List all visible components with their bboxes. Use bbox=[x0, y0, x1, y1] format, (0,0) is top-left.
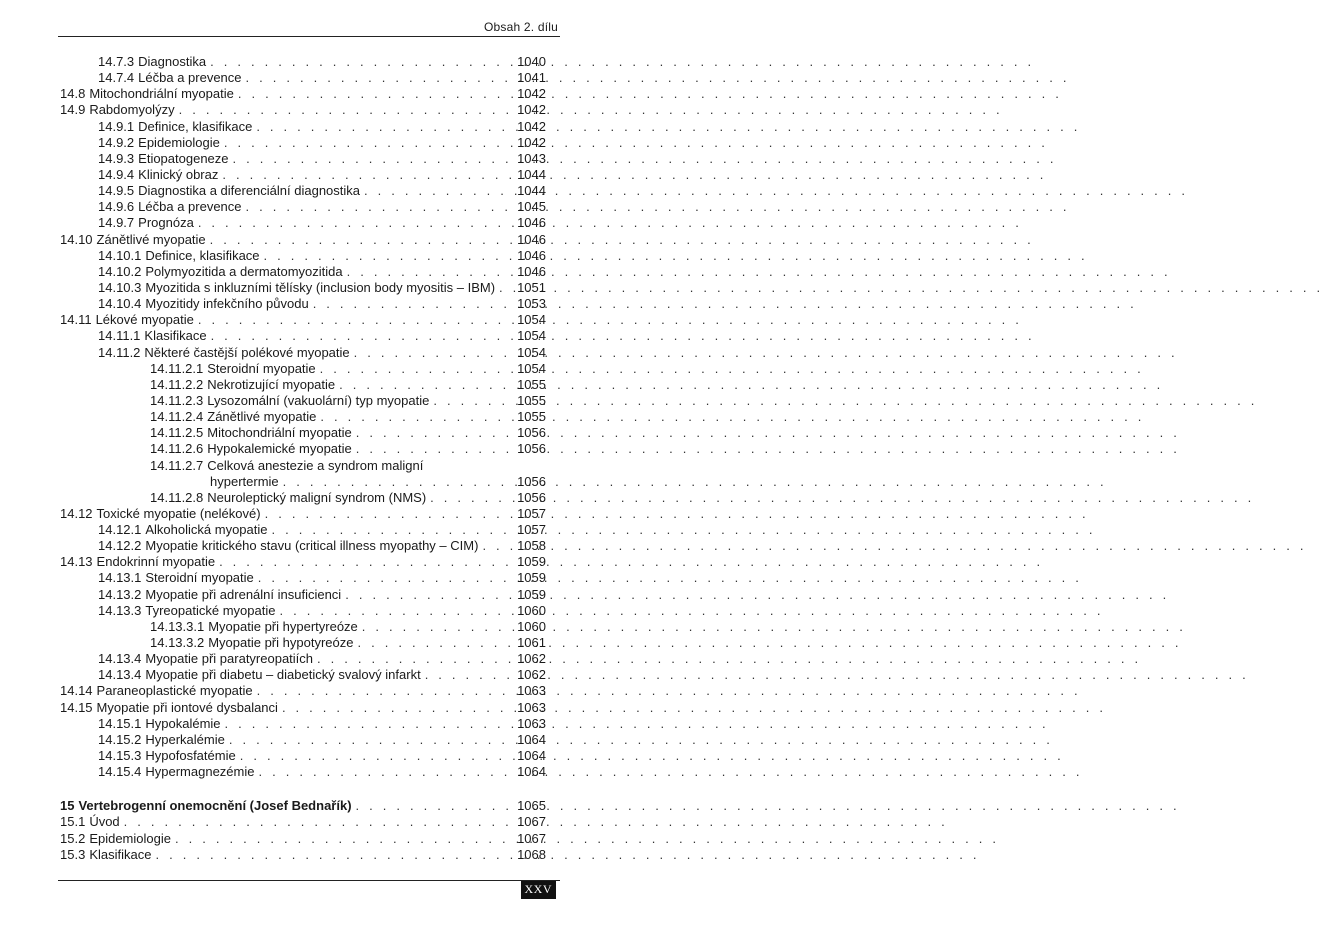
dot-leader bbox=[246, 70, 512, 86]
dot-leader bbox=[356, 425, 512, 441]
dot-leader bbox=[210, 54, 512, 70]
dot-leader bbox=[356, 798, 512, 814]
toc-entry-page: 1042 bbox=[517, 102, 546, 118]
toc-entry bbox=[60, 603, 546, 619]
toc-entry-number: 14.11.2.2 bbox=[150, 376, 204, 392]
toc-entry-page: 1057 bbox=[517, 522, 546, 538]
toc-entry-page: 1055 bbox=[517, 376, 546, 392]
toc-entry-number: 14.13.4 bbox=[98, 667, 142, 683]
toc-entry-page: 1063 bbox=[517, 715, 546, 731]
toc-entry-page: 1062 bbox=[517, 651, 546, 667]
toc-entry-number: 14.13.4 bbox=[98, 651, 142, 667]
dot-leader bbox=[179, 102, 512, 118]
dot-leader bbox=[357, 635, 512, 651]
toc-entry-page: 1051 bbox=[517, 279, 546, 295]
toc-entry-title: Diagnostika bbox=[138, 53, 207, 69]
toc-entry bbox=[60, 441, 546, 457]
toc-entry-number: 14.9.4 bbox=[98, 166, 135, 182]
toc-entry-page: 1043 bbox=[517, 150, 546, 166]
toc-entry bbox=[60, 361, 546, 377]
toc-entry-title: Myopatie při hypotyreóze bbox=[208, 635, 354, 651]
toc-entry-page: 1055 bbox=[517, 409, 546, 425]
toc-entry-number: 14.13.1 bbox=[98, 570, 142, 586]
toc-entry-title: Prognóza bbox=[138, 215, 194, 231]
toc-entry-number: 14.10.3 bbox=[98, 279, 142, 295]
toc-entry-title: Paraneoplastické myopatie bbox=[96, 683, 253, 699]
toc-entry bbox=[60, 474, 546, 490]
toc-entry bbox=[60, 667, 546, 683]
toc-entry bbox=[60, 151, 546, 167]
toc-entry bbox=[60, 167, 546, 183]
dot-leader bbox=[233, 151, 512, 167]
toc-entry bbox=[60, 215, 546, 231]
dot-leader bbox=[175, 831, 512, 847]
toc-entry-number: 14.7.3 bbox=[98, 53, 135, 69]
toc-entry-title: Mitochondriální myopatie bbox=[89, 86, 234, 102]
toc-entry bbox=[60, 732, 546, 748]
dot-leader bbox=[229, 732, 512, 748]
toc-entry-number: 15 bbox=[60, 798, 75, 814]
toc-entry bbox=[60, 393, 546, 409]
toc-entry-title: Myopatie při diabetu – diabetický svalový infarkt bbox=[145, 667, 421, 683]
toc-entry-page: 1059 bbox=[517, 570, 546, 586]
toc-entry-page: 1046 bbox=[517, 247, 546, 263]
toc-entry-number: 14.8 bbox=[60, 86, 86, 102]
toc-entry-title: Epidemiologie bbox=[138, 134, 220, 150]
toc-entry-page: 1059 bbox=[517, 586, 546, 602]
toc-entry-number: 14.9.1 bbox=[98, 118, 135, 134]
toc-entry bbox=[60, 571, 546, 587]
running-header: Obsah 2. dílu bbox=[484, 20, 558, 34]
toc-entry-page: 1061 bbox=[517, 635, 546, 651]
toc-entry-page: 1063 bbox=[517, 683, 546, 699]
toc-entry bbox=[60, 490, 546, 506]
toc-entry-number: 14.11.2.8 bbox=[150, 489, 204, 505]
toc-entry-page: 1067 bbox=[517, 814, 546, 830]
toc-entry-page: 1046 bbox=[517, 263, 546, 279]
header-rule bbox=[58, 36, 560, 37]
toc-entry-number: 14.10.4 bbox=[98, 296, 142, 312]
toc-entry bbox=[60, 425, 546, 441]
toc-entry-page: 1063 bbox=[517, 699, 546, 715]
dot-leader bbox=[279, 603, 512, 619]
toc-entry-page: 1042 bbox=[517, 86, 546, 102]
toc-entry bbox=[60, 409, 546, 425]
toc-entry-number: 14.11.2.6 bbox=[150, 441, 204, 457]
toc-chapter-entry bbox=[60, 798, 546, 814]
toc-entry-page: 1054 bbox=[517, 312, 546, 328]
toc-entry bbox=[60, 280, 546, 296]
toc-entry-title: Myozitidy infekčního původu bbox=[145, 296, 309, 312]
toc-entry-page: 1054 bbox=[517, 360, 546, 376]
chapter-gap bbox=[60, 780, 546, 798]
toc-entry-number: 14.13.3 bbox=[98, 602, 142, 618]
toc-entry-title: Hypermagnezémie bbox=[145, 764, 255, 780]
toc-entry-title: Nekrotizující myopatie bbox=[207, 376, 336, 392]
toc-entry-number: 14.13 bbox=[60, 554, 93, 570]
toc-entry-title: Myozitida s inkluzními tělísky (inclusion body myositis – IBM) bbox=[145, 279, 496, 295]
toc-entry bbox=[60, 700, 546, 716]
toc-entry bbox=[60, 814, 546, 830]
toc-entry-page: 1053 bbox=[517, 296, 546, 312]
toc-entry-number: 14.9.2 bbox=[98, 134, 135, 150]
toc-entry-title: hypertermie bbox=[210, 473, 279, 489]
toc-entry bbox=[60, 458, 546, 474]
toc-entry-title: Hypofosfatémie bbox=[145, 748, 236, 764]
dot-leader bbox=[317, 651, 512, 667]
toc-entry bbox=[60, 86, 546, 102]
toc-entry-page: 1064 bbox=[517, 764, 546, 780]
toc-entry bbox=[60, 264, 546, 280]
toc-entry bbox=[60, 102, 546, 118]
toc-entry bbox=[60, 587, 546, 603]
dot-leader bbox=[211, 328, 512, 344]
toc-entry-title: Myopatie při hypertyreóze bbox=[208, 618, 358, 634]
toc-entry bbox=[60, 748, 546, 764]
toc-entry bbox=[60, 183, 546, 199]
dot-leader bbox=[222, 167, 512, 183]
toc-entry-number: 14.11.2.4 bbox=[150, 409, 204, 425]
toc-entry bbox=[60, 248, 546, 264]
toc-entry-title: Definice, klasifikace bbox=[138, 118, 253, 134]
toc-entry-title: Toxické myopatie (nelékové) bbox=[96, 505, 261, 521]
dot-leader bbox=[257, 683, 512, 699]
toc-entry bbox=[60, 135, 546, 151]
toc-entry-page: 1042 bbox=[517, 118, 546, 134]
dot-leader bbox=[345, 587, 512, 603]
toc-entry-page: 1056 bbox=[517, 425, 546, 441]
toc-entry-number: 14.10 bbox=[60, 231, 93, 247]
dot-leader bbox=[433, 393, 512, 409]
dot-leader bbox=[225, 716, 512, 732]
toc-entry-page: 1059 bbox=[517, 554, 546, 570]
toc-entry-title: Zánětlivé myopatie bbox=[207, 409, 317, 425]
toc-entry-number: 14.11.2.1 bbox=[150, 360, 204, 376]
toc-entry-number: 14.9 bbox=[60, 102, 86, 118]
dot-leader bbox=[124, 814, 512, 830]
toc-entry-page: 1058 bbox=[517, 538, 546, 554]
toc-entry bbox=[60, 522, 546, 538]
toc-entry bbox=[60, 199, 546, 215]
toc-entry-page: 1045 bbox=[517, 199, 546, 215]
dot-leader bbox=[224, 135, 512, 151]
toc-entry-number: 14.11.1 bbox=[98, 328, 141, 344]
toc-entry-title: Mitochondriální myopatie bbox=[207, 425, 352, 441]
toc-entry-title: Úvod bbox=[89, 814, 120, 830]
toc-entry-number: 15.1 bbox=[60, 814, 86, 830]
toc-entry bbox=[60, 847, 546, 863]
toc-entry-page: 1041 bbox=[517, 70, 546, 86]
toc-entry-title: Definice, klasifikace bbox=[145, 247, 260, 263]
dot-leader bbox=[354, 345, 512, 361]
toc-entry-number: 14.11.2.7 bbox=[150, 457, 204, 473]
dot-leader bbox=[339, 377, 512, 393]
toc-entry-title: Lysozomální (vakuolární) typ myopatie bbox=[207, 392, 430, 408]
toc-entry bbox=[60, 716, 546, 732]
dot-leader bbox=[256, 119, 512, 135]
toc-entry bbox=[60, 312, 546, 328]
toc-entry-number: 14.10.2 bbox=[98, 263, 142, 279]
toc-entry-number: 14.9.5 bbox=[98, 183, 135, 199]
toc-entry-page: 1064 bbox=[517, 731, 546, 747]
toc-entry-title: Polymyozitida a dermatomyozitida bbox=[145, 263, 343, 279]
toc-entry-number: 14.7.4 bbox=[98, 70, 135, 86]
toc-entry-number: 14.13.3.2 bbox=[150, 635, 205, 651]
toc-entry-page: 1060 bbox=[517, 618, 546, 634]
toc-entry-number: 14.11.2.3 bbox=[150, 392, 204, 408]
toc-entry bbox=[60, 651, 546, 667]
toc-entry bbox=[60, 506, 546, 522]
toc-entry-number: 14.10.1 bbox=[98, 247, 142, 263]
toc-entry-number: 14.15 bbox=[60, 699, 93, 715]
page-folio: XXV bbox=[521, 881, 557, 899]
dot-leader bbox=[246, 199, 512, 215]
dot-leader bbox=[320, 409, 512, 425]
toc-entry bbox=[60, 70, 546, 86]
toc-entry-number: 14.13.3.1 bbox=[150, 618, 205, 634]
dot-leader bbox=[482, 538, 512, 554]
toc-entry-title: Klasifikace bbox=[89, 846, 152, 862]
dot-leader bbox=[430, 490, 512, 506]
dot-leader bbox=[272, 522, 513, 538]
toc-entry bbox=[60, 619, 546, 635]
toc-entry-number: 14.13.2 bbox=[98, 586, 142, 602]
toc-entry-title: Myopatie kritického stavu (critical illness myopathy – CIM) bbox=[145, 538, 479, 554]
toc-entry-number: 15.3 bbox=[60, 846, 86, 862]
dot-leader bbox=[364, 183, 512, 199]
toc-entry-number: 14.14 bbox=[60, 683, 93, 699]
dot-leader bbox=[258, 570, 512, 586]
toc-entry-page: 1046 bbox=[517, 215, 546, 231]
toc-entry-page: 1068 bbox=[517, 846, 546, 862]
toc-entry-number: 14.15.4 bbox=[98, 764, 142, 780]
dot-leader bbox=[347, 264, 512, 280]
toc-entry-page: 1040 bbox=[517, 53, 546, 69]
toc-entry-title: Myopatie při paratyreopatiích bbox=[145, 651, 314, 667]
dot-leader bbox=[240, 748, 512, 764]
dot-leader bbox=[265, 506, 512, 522]
dot-leader bbox=[198, 312, 512, 328]
toc-entry-page: 1056 bbox=[517, 473, 546, 489]
toc-entry-title: Epidemiologie bbox=[89, 830, 171, 846]
toc-entry bbox=[60, 119, 546, 135]
toc-entry-title: Klinický obraz bbox=[138, 166, 219, 182]
toc-entry-page: 1046 bbox=[517, 231, 546, 247]
toc-entry-title: Vertebrogenní onemocnění (Josef Bednařík) bbox=[78, 798, 352, 814]
toc-entry bbox=[60, 764, 546, 780]
toc-entry-number: 14.12.2 bbox=[98, 538, 142, 554]
dot-leader bbox=[283, 474, 512, 490]
toc-entry bbox=[60, 345, 546, 361]
toc-entry-page: 1044 bbox=[517, 166, 546, 182]
toc-entry-number: 14.15.2 bbox=[98, 731, 142, 747]
toc-entry-page: 1054 bbox=[517, 344, 546, 360]
toc-entry-title: Klasifikace bbox=[144, 328, 207, 344]
toc-entry-number: 14.11 bbox=[60, 312, 92, 328]
toc-entry-title: Diagnostika a diferenciální diagnostika bbox=[138, 183, 361, 199]
toc-entry-title: Tyreopatické myopatie bbox=[145, 602, 276, 618]
dot-leader bbox=[264, 248, 512, 264]
toc-entry-title: Alkoholická myopatie bbox=[145, 522, 268, 538]
toc-entry-title: Léčba a prevence bbox=[138, 199, 242, 215]
toc-entry-number: 15.2 bbox=[60, 830, 86, 846]
toc-entry-page: 1057 bbox=[517, 505, 546, 521]
toc-entry-title: Steroidní myopatie bbox=[145, 570, 254, 586]
toc-entry-number: 14.9.6 bbox=[98, 199, 135, 215]
dot-leader bbox=[356, 441, 512, 457]
toc-entry bbox=[60, 54, 546, 70]
toc-entry-title: Neuroleptický maligní syndrom (NMS) bbox=[207, 489, 427, 505]
toc-entry-title: Myopatie při iontové dysbalanci bbox=[96, 699, 278, 715]
table-of-contents bbox=[60, 54, 546, 863]
toc-entry-title: Endokrinní myopatie bbox=[96, 554, 216, 570]
toc-entry-page: 1064 bbox=[517, 748, 546, 764]
toc-entry-number: 14.12.1 bbox=[98, 522, 142, 538]
toc-entry-number: 14.12 bbox=[60, 505, 93, 521]
toc-entry-number: 14.9.3 bbox=[98, 150, 135, 166]
toc-entry bbox=[60, 377, 546, 393]
toc-entry-page: 1065 bbox=[517, 798, 546, 814]
toc-entry-page: 1056 bbox=[517, 441, 546, 457]
toc-entry bbox=[60, 538, 546, 554]
dot-leader bbox=[313, 296, 512, 312]
toc-entry-title: Hyperkalémie bbox=[145, 731, 225, 747]
toc-entry-title: Steroidní myopatie bbox=[207, 360, 316, 376]
toc-entry-page: 1044 bbox=[517, 183, 546, 199]
dot-leader bbox=[210, 232, 512, 248]
toc-entry-page: 1056 bbox=[517, 489, 546, 505]
toc-entry-page: 1062 bbox=[517, 667, 546, 683]
toc-entry-number: 14.15.1 bbox=[98, 715, 142, 731]
dot-leader bbox=[198, 215, 512, 231]
toc-entry-title: Hypokalemické myopatie bbox=[207, 441, 352, 457]
toc-entry bbox=[60, 831, 546, 847]
toc-entry bbox=[60, 328, 546, 344]
toc-entry-title: Lékové myopatie bbox=[95, 312, 194, 328]
dot-leader bbox=[155, 847, 512, 863]
toc-entry-title: Rabdomyolýzy bbox=[89, 102, 175, 118]
toc-entry-number: 14.9.7 bbox=[98, 215, 135, 231]
toc-entry-number: 14.15.3 bbox=[98, 748, 142, 764]
toc-entry-title: Etiopatogeneze bbox=[138, 150, 229, 166]
toc-entry-page: 1042 bbox=[517, 134, 546, 150]
toc-entry bbox=[60, 683, 546, 699]
toc-entry-title: Některé častější polékové myopatie bbox=[144, 344, 350, 360]
toc-entry-page: 1054 bbox=[517, 328, 546, 344]
dot-leader bbox=[320, 361, 512, 377]
toc-entry-number: 14.11.2 bbox=[98, 344, 141, 360]
toc-entry-title: Zánětlivé myopatie bbox=[96, 231, 206, 247]
toc-entry-page: 1060 bbox=[517, 602, 546, 618]
toc-entry-title: Hypokalémie bbox=[145, 715, 221, 731]
dot-leader bbox=[238, 86, 512, 102]
toc-entry-title: Léčba a prevence bbox=[138, 70, 242, 86]
toc-entry bbox=[60, 554, 546, 570]
toc-entry-title: Myopatie při adrenální insuficienci bbox=[145, 586, 342, 602]
dot-leader bbox=[499, 280, 512, 296]
toc-entry bbox=[60, 296, 546, 312]
toc-entry-title: Celková anestezie a syndrom maligní bbox=[207, 457, 424, 473]
dot-leader bbox=[362, 619, 512, 635]
toc-entry-page: 1067 bbox=[517, 830, 546, 846]
dot-leader bbox=[282, 700, 512, 716]
dot-leader bbox=[425, 667, 512, 683]
toc-entry-number: 14.11.2.5 bbox=[150, 425, 204, 441]
dot-leader bbox=[219, 554, 512, 570]
footer-rule bbox=[58, 880, 560, 881]
toc-entry-page: 1055 bbox=[517, 392, 546, 408]
toc-entry bbox=[60, 232, 546, 248]
toc-entry bbox=[60, 635, 546, 651]
dot-leader bbox=[258, 764, 512, 780]
